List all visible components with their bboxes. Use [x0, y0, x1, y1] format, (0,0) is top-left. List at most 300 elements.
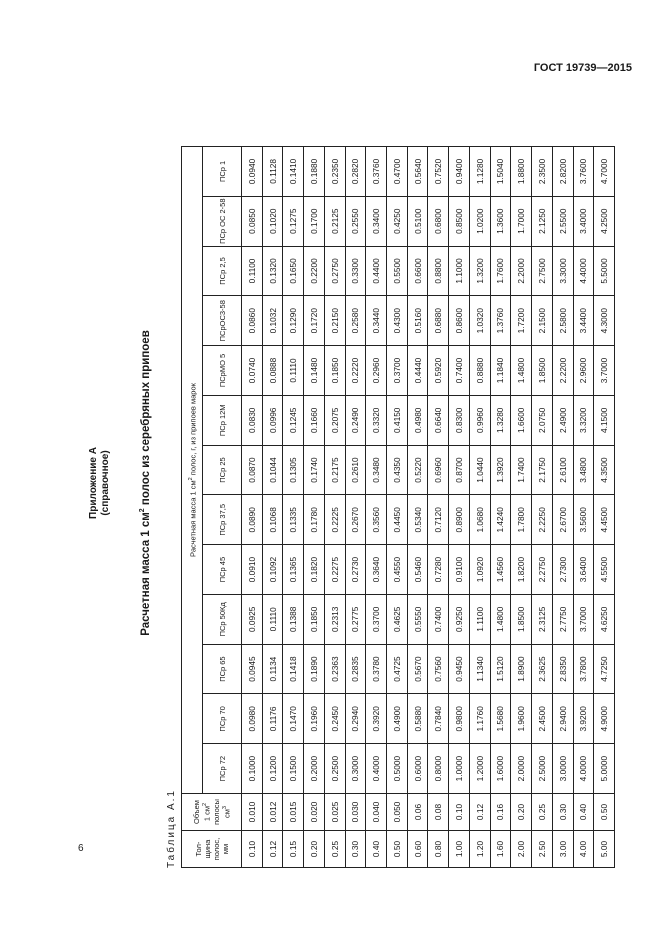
mass-cell: 0.1032 [262, 296, 283, 346]
mass-cell: 2.3500 [532, 147, 553, 197]
mass-cell: 0.2175 [324, 445, 345, 495]
volume-sup-2: 3 [221, 806, 228, 810]
mass-cell: 0.2610 [345, 445, 366, 495]
mass-cell: 0.8000 [428, 744, 449, 794]
mass-cell: 0.7400 [449, 346, 470, 396]
mass-cell: 0.0945 [242, 644, 263, 694]
mass-cell: 0.3320 [366, 395, 387, 445]
mass-cell: 0.5160 [407, 296, 428, 346]
mass-cell: 0.6800 [428, 196, 449, 246]
alloy-header: ПСр 25 [203, 445, 242, 495]
mass-cell: 0.2490 [345, 395, 366, 445]
mass-cell: 0.1650 [283, 246, 304, 296]
mass-cell: 1.0200 [469, 196, 490, 246]
mass-cell: 0.1044 [262, 445, 283, 495]
table-title [139, 98, 152, 868]
mass-cell: 0.4980 [407, 395, 428, 445]
mass-cell: 5.0000 [594, 744, 615, 794]
mass-cell: 0.5100 [407, 196, 428, 246]
mass-cell: 3.5600 [573, 495, 594, 545]
table-row [552, 147, 573, 868]
mass-cell: 0.5340 [407, 495, 428, 545]
mass-cell: 0.0925 [242, 594, 263, 644]
mass-cell: 0.2350 [324, 147, 345, 197]
mass-cell: 1.0440 [469, 445, 490, 495]
alloy-header: ПСр 45 [203, 545, 242, 595]
alloy-header: ПСр 50Кд [203, 594, 242, 644]
table-row [469, 147, 490, 868]
table-body [242, 147, 615, 868]
mass-cell: 0.1850 [304, 594, 325, 644]
mass-cell: 2.9400 [552, 694, 573, 744]
table-row [428, 147, 449, 868]
mass-cell: 0.6600 [407, 246, 428, 296]
mass-cell: 2.2000 [511, 246, 532, 296]
mass-cell: 0.2450 [324, 694, 345, 744]
mass-cell: 0.5880 [407, 694, 428, 744]
volume-cell: 0.30 [552, 794, 573, 831]
page-header: ГОСТ 19739—2015 [533, 62, 632, 74]
thickness-cell: 0.20 [304, 831, 325, 868]
volume-cell: 0.08 [428, 794, 449, 831]
mass-cell: 0.0910 [242, 545, 263, 595]
volume-cell: 0.050 [387, 794, 408, 831]
volume-cell: 0.030 [345, 794, 366, 831]
mass-cell: 3.3200 [573, 395, 594, 445]
mass-cell: 2.4500 [532, 694, 553, 744]
thickness-header: Тол- щина полос, мм [182, 831, 242, 868]
mass-cell: 0.1305 [283, 445, 304, 495]
mass-cell: 0.1410 [283, 147, 304, 197]
volume-cell: 0.20 [511, 794, 532, 831]
mass-cell: 1.4240 [490, 495, 511, 545]
mass-cell: 0.1020 [262, 196, 283, 246]
mass-cell: 0.1500 [283, 744, 304, 794]
mass-cell: 0.5220 [407, 445, 428, 495]
alloy-header: ПСрМО 5 [203, 346, 242, 396]
mass-cell: 1.1340 [469, 644, 490, 694]
mass-cell: 0.3780 [366, 644, 387, 694]
mass-cell: 0.7280 [428, 545, 449, 595]
appendix-label: Приложение А [88, 447, 99, 519]
mass-cell: 1.1280 [469, 147, 490, 197]
mass-cell: 0.1200 [262, 744, 283, 794]
mass-cell: 0.9450 [449, 644, 470, 694]
mass-cell: 0.8300 [449, 395, 470, 445]
thickness-cell: 1.20 [469, 831, 490, 868]
mass-cell: 0.5460 [407, 545, 428, 595]
mass-cell: 0.3000 [345, 744, 366, 794]
thickness-cell: 0.40 [366, 831, 387, 868]
mass-cell: 0.4725 [387, 644, 408, 694]
mass-cell: 0.4550 [387, 545, 408, 595]
mass-cell: 0.2820 [345, 147, 366, 197]
volume-cell: 0.06 [407, 794, 428, 831]
thickness-cell: 3.00 [552, 831, 573, 868]
mass-cell: 0.4900 [387, 694, 408, 744]
mass-cell: 0.7560 [428, 644, 449, 694]
mass-cell: 1.6000 [490, 744, 511, 794]
mass-cell: 0.3560 [366, 495, 387, 545]
mass-cell: 0.3400 [366, 196, 387, 246]
mass-cell: 2.2200 [552, 346, 573, 396]
mass-cell: 4.7000 [594, 147, 615, 197]
mass-cell: 2.3625 [532, 644, 553, 694]
mass-cell: 0.4450 [387, 495, 408, 545]
mass-cell: 1.3760 [490, 296, 511, 346]
table-row [490, 147, 511, 868]
mass-cell: 0.1176 [262, 694, 283, 744]
mass-cell: 0.4350 [387, 445, 408, 495]
mass-cell: 2.2250 [532, 495, 553, 545]
mass-cell: 0.2275 [324, 545, 345, 595]
volume-header [182, 794, 242, 831]
mass-cell: 1.0320 [469, 296, 490, 346]
group-header-a: Расчетная масса 1 см [188, 480, 198, 557]
mass-cell: 0.9250 [449, 594, 470, 644]
mass-table [181, 146, 615, 868]
mass-cell: 1.1100 [469, 594, 490, 644]
table-wrapper [181, 146, 615, 868]
mass-cell: 4.3000 [594, 296, 615, 346]
thickness-cell: 4.00 [573, 831, 594, 868]
mass-cell: 0.6880 [428, 296, 449, 346]
mass-cell: 0.2500 [324, 744, 345, 794]
mass-cell: 0.8900 [449, 495, 470, 545]
mass-cell: 0.2835 [345, 644, 366, 694]
mass-cell: 0.2775 [345, 594, 366, 644]
table-caption: Таблица А.1 [166, 789, 177, 868]
volume-cell: 0.25 [532, 794, 553, 831]
mass-cell: 0.1068 [262, 495, 283, 545]
mass-cell: 2.2750 [532, 545, 553, 595]
mass-cell: 0.2730 [345, 545, 366, 595]
mass-cell: 0.9960 [469, 395, 490, 445]
volume-cell: 0.040 [366, 794, 387, 831]
mass-cell: 0.1275 [283, 196, 304, 246]
table-row [573, 147, 594, 868]
volume-cell: 0.40 [573, 794, 594, 831]
table-row [594, 147, 615, 868]
table-row [366, 147, 387, 868]
mass-cell: 3.4400 [573, 296, 594, 346]
table-row [345, 147, 366, 868]
mass-cell: 0.9100 [449, 545, 470, 595]
mass-cell: 4.2500 [594, 196, 615, 246]
alloy-header: ПСр 1 [203, 147, 242, 197]
mass-cell: 0.2940 [345, 694, 366, 744]
mass-cell: 0.1418 [283, 644, 304, 694]
appendix-title [88, 98, 112, 868]
mass-cell: 0.3640 [366, 545, 387, 595]
thickness-cell: 2.00 [511, 831, 532, 868]
mass-cell: 0.2125 [324, 196, 345, 246]
mass-cell: 0.2750 [324, 246, 345, 296]
mass-cell: 2.4900 [552, 395, 573, 445]
alloy-header: ПСр 65 [203, 644, 242, 694]
mass-cell: 1.2000 [469, 744, 490, 794]
mass-cell: 0.5500 [387, 246, 408, 296]
mass-cell: 3.3000 [552, 246, 573, 296]
mass-cell: 0.9800 [449, 694, 470, 744]
mass-cell: 1.6600 [511, 395, 532, 445]
mass-cell: 0.1480 [304, 346, 325, 396]
mass-cell: 0.3700 [366, 594, 387, 644]
mass-cell: 0.4300 [387, 296, 408, 346]
mass-cell: 1.8900 [511, 644, 532, 694]
mass-cell: 3.9200 [573, 694, 594, 744]
mass-cell: 0.3760 [366, 147, 387, 197]
volume-cell: 0.10 [449, 794, 470, 831]
mass-cell: 2.8200 [552, 147, 573, 197]
mass-cell: 0.9400 [449, 147, 470, 197]
volume-header-a: Объем 1 см [192, 800, 212, 824]
mass-cell: 1.7000 [511, 196, 532, 246]
mass-cell: 0.3700 [387, 346, 408, 396]
thickness-cell: 0.12 [262, 831, 283, 868]
mass-cell: 5.5000 [594, 246, 615, 296]
mass-cell: 0.1092 [262, 545, 283, 595]
mass-cell: 0.6640 [428, 395, 449, 445]
mass-cell: 1.4560 [490, 545, 511, 595]
mass-cell: 0.0996 [262, 395, 283, 445]
mass-cell: 0.1134 [262, 644, 283, 694]
mass-cell: 1.5040 [490, 147, 511, 197]
mass-cell: 0.5640 [407, 147, 428, 197]
mass-cell: 0.6000 [407, 744, 428, 794]
table-row [262, 147, 283, 868]
mass-cell: 0.2313 [324, 594, 345, 644]
mass-cell: 4.5500 [594, 545, 615, 595]
mass-cell: 0.0870 [242, 445, 263, 495]
mass-cell: 1.3600 [490, 196, 511, 246]
mass-cell: 0.2670 [345, 495, 366, 545]
mass-cell: 0.2220 [345, 346, 366, 396]
mass-cell: 0.2363 [324, 644, 345, 694]
mass-cell: 0.0890 [242, 495, 263, 545]
mass-cell: 1.1840 [490, 346, 511, 396]
mass-cell: 0.3920 [366, 694, 387, 744]
volume-cell: 0.16 [490, 794, 511, 831]
mass-cell: 2.1750 [532, 445, 553, 495]
mass-cell: 0.8880 [469, 346, 490, 396]
mass-cell: 0.2550 [345, 196, 366, 246]
thickness-cell: 0.60 [407, 831, 428, 868]
mass-cell: 1.8800 [511, 147, 532, 197]
mass-cell: 1.7200 [511, 296, 532, 346]
mass-cell: 0.1660 [304, 395, 325, 445]
thickness-cell: 2.50 [532, 831, 553, 868]
alloy-header: ПСр 37,5 [203, 495, 242, 545]
mass-cell: 0.1720 [304, 296, 325, 346]
mass-cell: 0.7520 [428, 147, 449, 197]
mass-cell: 1.3200 [469, 246, 490, 296]
mass-cell: 1.4800 [490, 594, 511, 644]
mass-cell: 0.2960 [366, 346, 387, 396]
mass-cell: 4.9000 [594, 694, 615, 744]
alloy-header-row [203, 147, 242, 868]
mass-cell: 4.6250 [594, 594, 615, 644]
mass-cell: 4.0000 [573, 744, 594, 794]
mass-cell: 0.1820 [304, 545, 325, 595]
volume-header-b: полосы см [211, 799, 231, 825]
mass-cell: 1.0000 [449, 744, 470, 794]
mass-cell: 0.6960 [428, 445, 449, 495]
mass-cell: 0.1960 [304, 694, 325, 744]
mass-cell: 1.3920 [490, 445, 511, 495]
mass-cell: 2.0750 [532, 395, 553, 445]
alloy-header: ПСр ОС 2-58 [203, 196, 242, 246]
mass-cell: 4.3500 [594, 445, 615, 495]
mass-cell: 4.7250 [594, 644, 615, 694]
mass-cell: 0.1110 [262, 594, 283, 644]
mass-cell: 3.4000 [573, 196, 594, 246]
mass-cell: 0.5000 [387, 744, 408, 794]
thickness-cell: 0.25 [324, 831, 345, 868]
mass-cell: 0.0740 [242, 346, 263, 396]
mass-cell: 0.0860 [242, 296, 263, 346]
volume-cell: 0.50 [594, 794, 615, 831]
mass-cell: 0.4625 [387, 594, 408, 644]
mass-cell: 1.8500 [532, 346, 553, 396]
mass-cell: 4.4000 [573, 246, 594, 296]
thickness-cell: 0.30 [345, 831, 366, 868]
mass-cell: 0.4440 [407, 346, 428, 396]
mass-cell: 3.0000 [552, 744, 573, 794]
mass-cell: 1.3280 [490, 395, 511, 445]
mass-cell: 0.1100 [242, 246, 263, 296]
rotated-content [88, 98, 618, 868]
thickness-cell: 5.00 [594, 831, 615, 868]
mass-cell: 0.0850 [242, 196, 263, 246]
mass-cell: 0.1290 [283, 296, 304, 346]
alloy-group-header [182, 147, 203, 794]
mass-cell: 4.1500 [594, 395, 615, 445]
mass-cell: 1.4800 [511, 346, 532, 396]
mass-cell: 0.1388 [283, 594, 304, 644]
group-sup: 2 [187, 477, 194, 481]
mass-cell: 3.7000 [594, 346, 615, 396]
mass-cell: 0.4000 [366, 744, 387, 794]
mass-cell: 0.1110 [283, 346, 304, 396]
mass-cell: 1.8500 [511, 594, 532, 644]
mass-cell: 3.7600 [573, 147, 594, 197]
mass-cell: 0.5550 [407, 594, 428, 644]
mass-cell: 2.5800 [552, 296, 573, 346]
mass-cell: 0.0940 [242, 147, 263, 197]
thickness-cell: 0.80 [428, 831, 449, 868]
title-text-end: полос из серебряных припоев [139, 330, 152, 509]
mass-cell: 2.6100 [552, 445, 573, 495]
volume-cell: 0.12 [469, 794, 490, 831]
mass-cell: 3.6400 [573, 545, 594, 595]
mass-cell: 0.7120 [428, 495, 449, 545]
appendix-type: (справочное) [100, 450, 111, 516]
mass-cell: 0.1335 [283, 495, 304, 545]
mass-cell: 0.8700 [449, 445, 470, 495]
alloy-header: ПСр 2,5 [203, 246, 242, 296]
group-header-b: полос, г, из припоев марок [188, 383, 198, 478]
table-row [304, 147, 325, 868]
mass-cell: 0.0980 [242, 694, 263, 744]
alloy-header: ПСр 12М [203, 395, 242, 445]
mass-cell: 0.4400 [366, 246, 387, 296]
mass-cell: 0.1320 [262, 246, 283, 296]
mass-cell: 2.5000 [532, 744, 553, 794]
mass-cell: 0.7400 [428, 594, 449, 644]
mass-cell: 0.3480 [366, 445, 387, 495]
thickness-cell: 0.10 [242, 831, 263, 868]
table-row [324, 147, 345, 868]
mass-cell: 0.2200 [304, 246, 325, 296]
mass-cell: 2.5500 [552, 196, 573, 246]
mass-cell: 3.7800 [573, 644, 594, 694]
table-row [407, 147, 428, 868]
mass-cell: 0.1365 [283, 545, 304, 595]
mass-cell: 2.1500 [532, 296, 553, 346]
mass-cell: 2.7500 [532, 246, 553, 296]
table-row [242, 147, 263, 868]
mass-cell: 0.1000 [242, 744, 263, 794]
mass-cell: 2.7300 [552, 545, 573, 595]
volume-cell: 0.015 [283, 794, 304, 831]
mass-cell: 1.0920 [469, 545, 490, 595]
volume-cell: 0.020 [304, 794, 325, 831]
mass-cell: 1.7600 [490, 246, 511, 296]
mass-cell: 0.2225 [324, 495, 345, 545]
mass-cell: 0.4150 [387, 395, 408, 445]
mass-cell: 0.4250 [387, 196, 408, 246]
mass-cell: 0.1740 [304, 445, 325, 495]
mass-cell: 2.7750 [552, 594, 573, 644]
mass-cell: 0.1880 [304, 147, 325, 197]
mass-cell: 0.1470 [283, 694, 304, 744]
mass-cell: 0.1245 [283, 395, 304, 445]
mass-cell: 1.7800 [511, 495, 532, 545]
volume-cell: 0.010 [242, 794, 263, 831]
mass-cell: 2.8350 [552, 644, 573, 694]
mass-cell: 0.2580 [345, 296, 366, 346]
mass-cell: 0.2075 [324, 395, 345, 445]
thickness-cell: 0.15 [283, 831, 304, 868]
volume-sup-1: 2 [202, 802, 208, 806]
volume-cell: 0.012 [262, 794, 283, 831]
mass-cell: 0.5920 [428, 346, 449, 396]
mass-cell: 0.5670 [407, 644, 428, 694]
mass-cell: 0.4700 [387, 147, 408, 197]
mass-cell: 2.6700 [552, 495, 573, 545]
table-row [532, 147, 553, 868]
mass-cell: 2.9600 [573, 346, 594, 396]
mass-cell: 0.2000 [304, 744, 325, 794]
mass-cell: 0.1890 [304, 644, 325, 694]
mass-cell: 1.7400 [511, 445, 532, 495]
mass-cell: 1.8200 [511, 545, 532, 595]
mass-cell: 1.1760 [469, 694, 490, 744]
page-number: 6 [78, 843, 84, 854]
mass-cell: 0.3300 [345, 246, 366, 296]
mass-cell: 1.1000 [449, 246, 470, 296]
mass-cell: 3.7000 [573, 594, 594, 644]
mass-cell: 0.2150 [324, 296, 345, 346]
table-row [283, 147, 304, 868]
mass-cell: 1.9600 [511, 694, 532, 744]
mass-cell: 4.4500 [594, 495, 615, 545]
volume-cell: 0.025 [324, 794, 345, 831]
thickness-cell: 1.00 [449, 831, 470, 868]
table-row [387, 147, 408, 868]
table-row [511, 147, 532, 868]
